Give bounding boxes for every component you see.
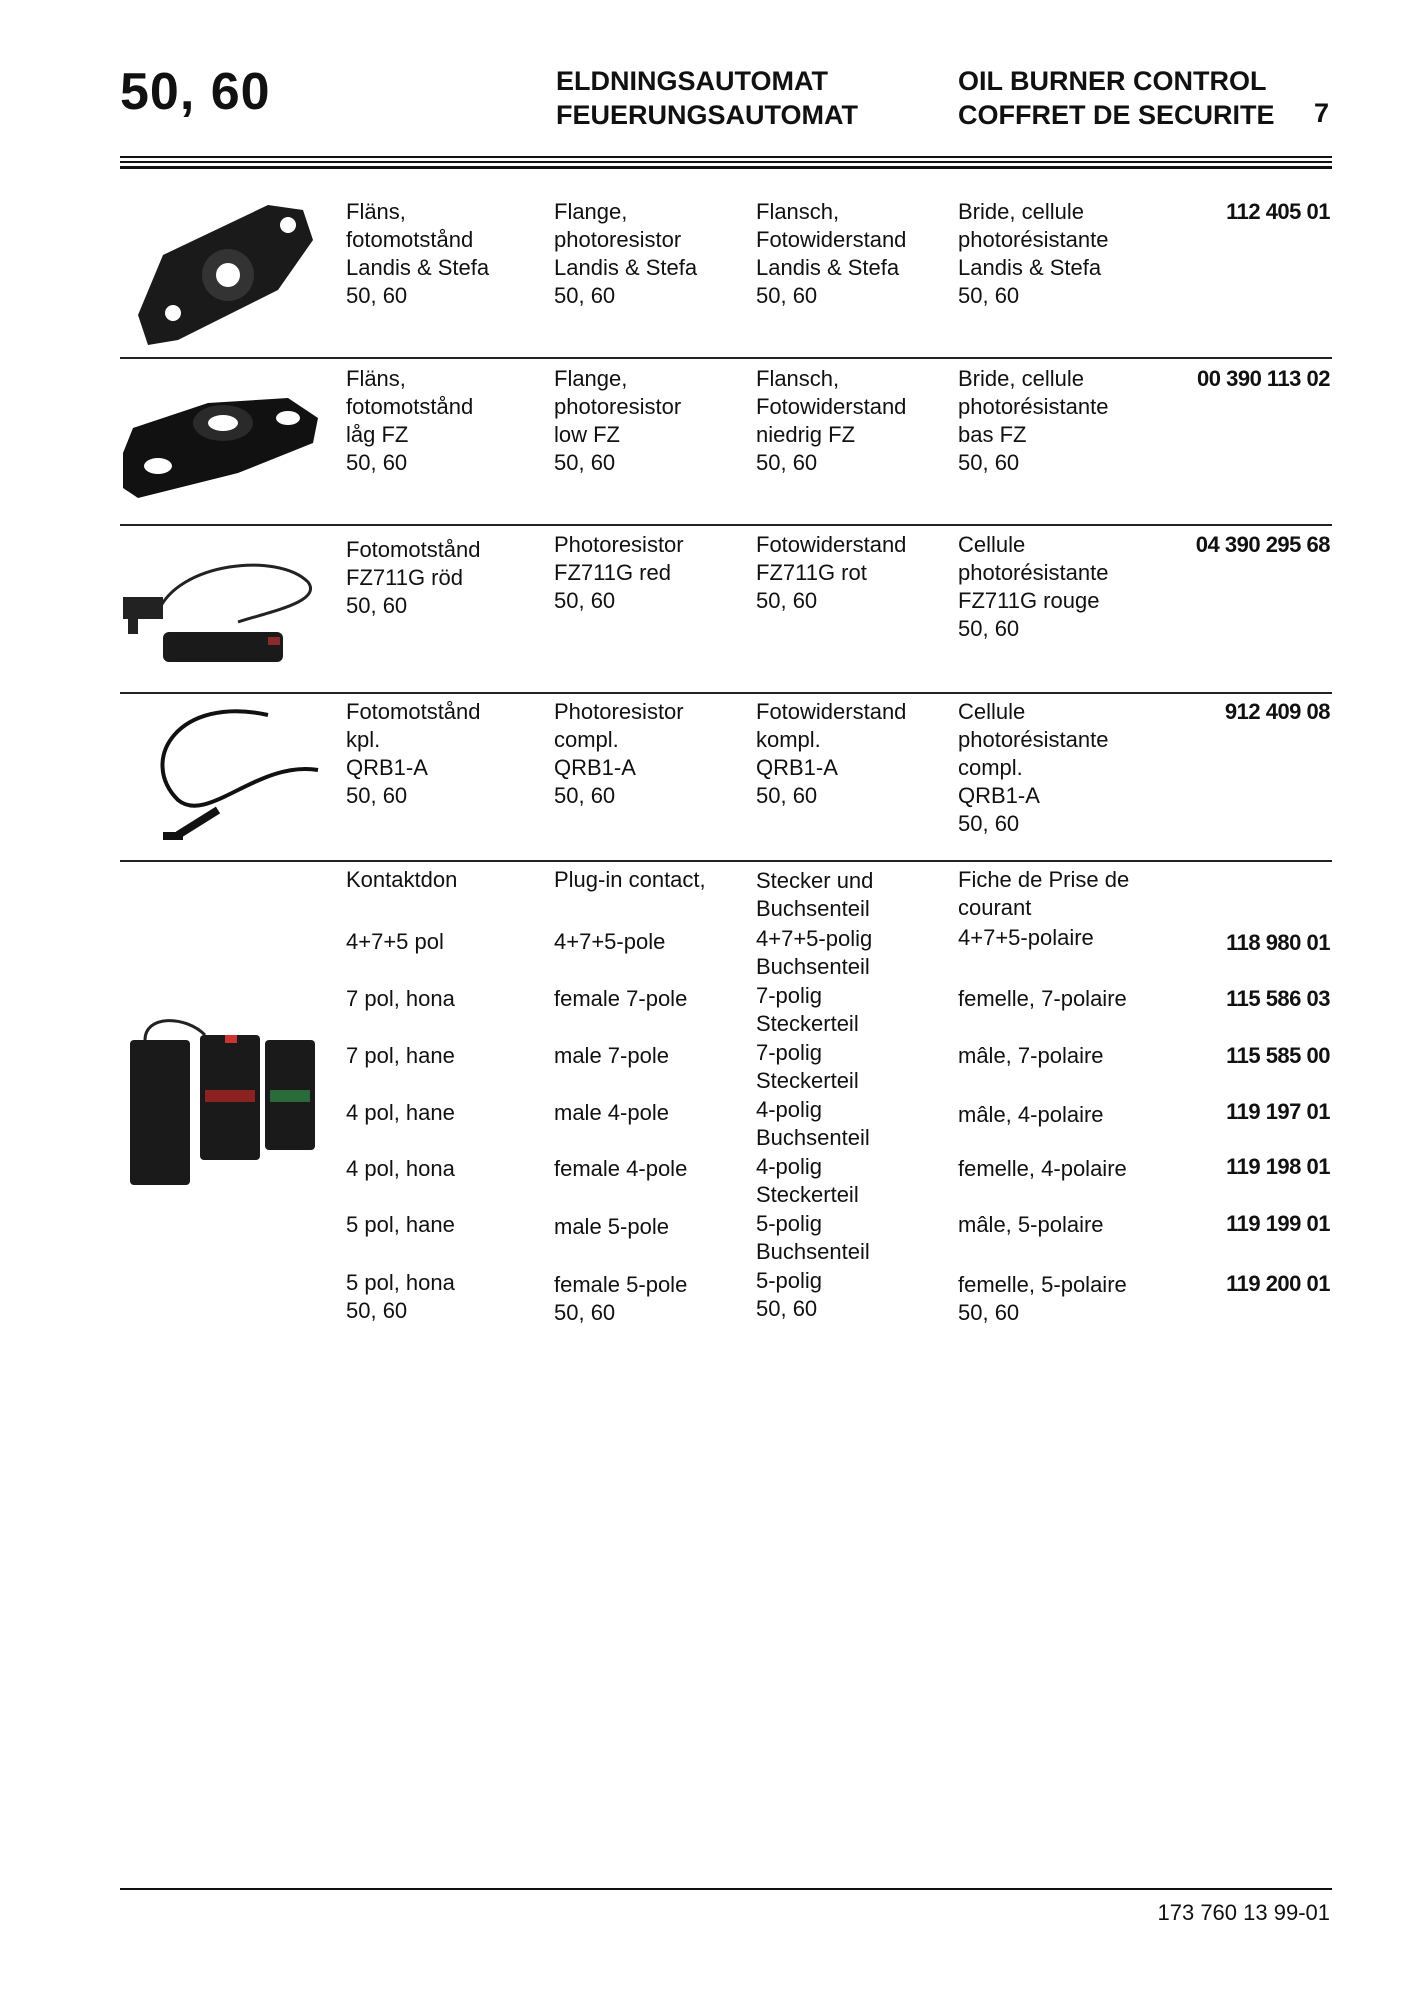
- item-2-german: Flansch, Fotowiderstand niedrig FZ 50, 60: [756, 366, 907, 475]
- row-separator: [120, 357, 1332, 359]
- plug-row-1-french: 4+7+5-polaire: [958, 925, 1094, 950]
- title-german: FEUERUNGSAUTOMAT: [556, 100, 858, 130]
- plug-row-4-english: male 4-pole: [554, 1100, 669, 1125]
- plug-row-3-german: 7-polig Steckerteil: [756, 1040, 859, 1093]
- plug-row-2-swedish: 7 pol, hona: [346, 986, 455, 1011]
- plug-row-7-english: female 5-pole 50, 60: [554, 1272, 688, 1325]
- item-4-part-number: 912 409 08: [1224, 699, 1330, 724]
- header-rule: [120, 166, 1332, 169]
- item-4-german: Fotowiderstand kompl. QRB1-A 50, 60: [756, 699, 907, 808]
- header-rule: [120, 161, 1332, 163]
- plug-row-1-german: 4+7+5-polig Buchsenteil: [756, 926, 873, 979]
- item-2-part-number: 00 390 113 02: [1197, 366, 1330, 391]
- plug-row-4-swedish: 4 pol, hane: [346, 1100, 455, 1125]
- plug-row-5-english: female 4-pole: [554, 1156, 688, 1181]
- plug-row-2-part-number: 115 586 03: [1226, 986, 1330, 1011]
- item-1-part-number: 112 405 01: [1226, 199, 1330, 224]
- photoresistor-qrb1-image: [118, 700, 328, 850]
- plug-row-7-swedish: 5 pol, hona 50, 60: [346, 1270, 455, 1323]
- plug-row-7-german: 5-polig 50, 60: [756, 1268, 823, 1321]
- item-1-swedish: Fläns, fotomotstånd Landis & Stefa 50, 60: [346, 199, 490, 308]
- header-rule: [120, 156, 1332, 158]
- document-number: 173 760 13 99-01: [1157, 1900, 1330, 1925]
- plug-row-6-part-number: 119 199 01: [1226, 1211, 1330, 1236]
- item-4-swedish: Fotomotstånd kpl. QRB1-A 50, 60: [346, 699, 481, 808]
- plug-row-3-english: male 7-pole: [554, 1043, 669, 1068]
- row-separator: [120, 692, 1332, 694]
- plug-row-5-german: 4-polig Steckerteil: [756, 1154, 859, 1207]
- plug-row-4-part-number: 119 197 01: [1226, 1099, 1330, 1124]
- plug-row-6-english: male 5-pole: [554, 1214, 669, 1239]
- item-3-english: Photoresistor FZ711G red 50, 60: [554, 532, 684, 613]
- flange-image: [118, 195, 328, 355]
- plug-row-5-swedish: 4 pol, hona: [346, 1156, 455, 1181]
- item-4-english: Photoresistor compl. QRB1-A 50, 60: [554, 699, 684, 808]
- plug-row-1-english: 4+7+5-pole: [554, 929, 666, 954]
- plug-row-3-french: mâle, 7-polaire: [958, 1043, 1104, 1068]
- item-1-german: Flansch, Fotowiderstand Landis & Stefa 50, 60: [756, 199, 907, 308]
- plug-row-1-swedish: 4+7+5 pol: [346, 929, 444, 954]
- item-4-french: Cellule photorésistante compl. QRB1-A 50, 60: [958, 699, 1109, 836]
- title-block-left: [556, 64, 858, 132]
- plug-row-6-swedish: 5 pol, hane: [346, 1212, 455, 1237]
- plug-row-1-part-number: 118 980 01: [1226, 930, 1330, 955]
- item-1-french: Bride, cellule photorésistante Landis & Stefa 50, 60: [958, 199, 1109, 308]
- plug-row-7-part-number: 119 200 01: [1226, 1271, 1330, 1296]
- plug-contact-image: [125, 1010, 325, 1190]
- item-3-swedish: Fotomotstånd FZ711G röd 50, 60: [346, 537, 481, 618]
- title-swedish: ELDNINGSAUTOMAT: [556, 66, 828, 96]
- plug-row-5-part-number: 119 198 01: [1226, 1154, 1330, 1179]
- item-2-french: Bride, cellule photorésistante bas FZ 50, 60: [958, 366, 1109, 475]
- row-separator: [120, 524, 1332, 526]
- title-block-right: [958, 64, 1275, 132]
- item-1-english: Flange, photoresistor Landis & Stefa 50, 60: [554, 199, 698, 308]
- item-3-french: Cellule photorésistante FZ711G rouge 50, 60: [958, 532, 1109, 641]
- plug-row-4-french: mâle, 4-polaire: [958, 1102, 1104, 1127]
- plug-row-3-swedish: 7 pol, hane: [346, 1043, 455, 1068]
- plug-row-2-german: 7-polig Steckerteil: [756, 983, 859, 1036]
- row-separator: [120, 860, 1332, 862]
- footer-rule: [120, 1888, 1332, 1890]
- page-number: 7: [1314, 98, 1330, 128]
- plug-row-4-german: 4-polig Buchsenteil: [756, 1097, 870, 1150]
- plug-row-5-french: femelle, 4-polaire: [958, 1156, 1127, 1181]
- plug-heading-german: Stecker und Buchsenteil: [756, 868, 874, 921]
- model-number: 50, 60: [120, 63, 271, 121]
- item-2-swedish: Fläns, fotomotstånd låg FZ 50, 60: [346, 366, 474, 475]
- title-english: OIL BURNER CONTROL: [958, 66, 1267, 96]
- item-3-part-number: 04 390 295 68: [1195, 532, 1330, 557]
- plug-row-6-french: mâle, 5-polaire: [958, 1212, 1104, 1237]
- title-french: COFFRET DE SECURITE: [958, 100, 1275, 130]
- plug-row-6-german: 5-polig Buchsenteil: [756, 1211, 870, 1264]
- flange-low-image: [118, 378, 328, 508]
- item-3-german: Fotowiderstand FZ711G rot 50, 60: [756, 532, 907, 613]
- plug-row-2-french: femelle, 7-polaire: [958, 986, 1127, 1011]
- plug-row-7-french: femelle, 5-polaire 50, 60: [958, 1272, 1127, 1325]
- item-2-english: Flange, photoresistor low FZ 50, 60: [554, 366, 682, 475]
- photoresistor-red-image: [118, 552, 328, 672]
- plug-heading-swedish: Kontaktdon: [346, 867, 458, 892]
- plug-row-2-english: female 7-pole: [554, 986, 688, 1011]
- plug-row-3-part-number: 115 585 00: [1226, 1043, 1330, 1068]
- plug-heading-english: Plug-in contact,: [554, 867, 706, 892]
- plug-heading-french: Fiche de Prise de courant: [958, 867, 1130, 920]
